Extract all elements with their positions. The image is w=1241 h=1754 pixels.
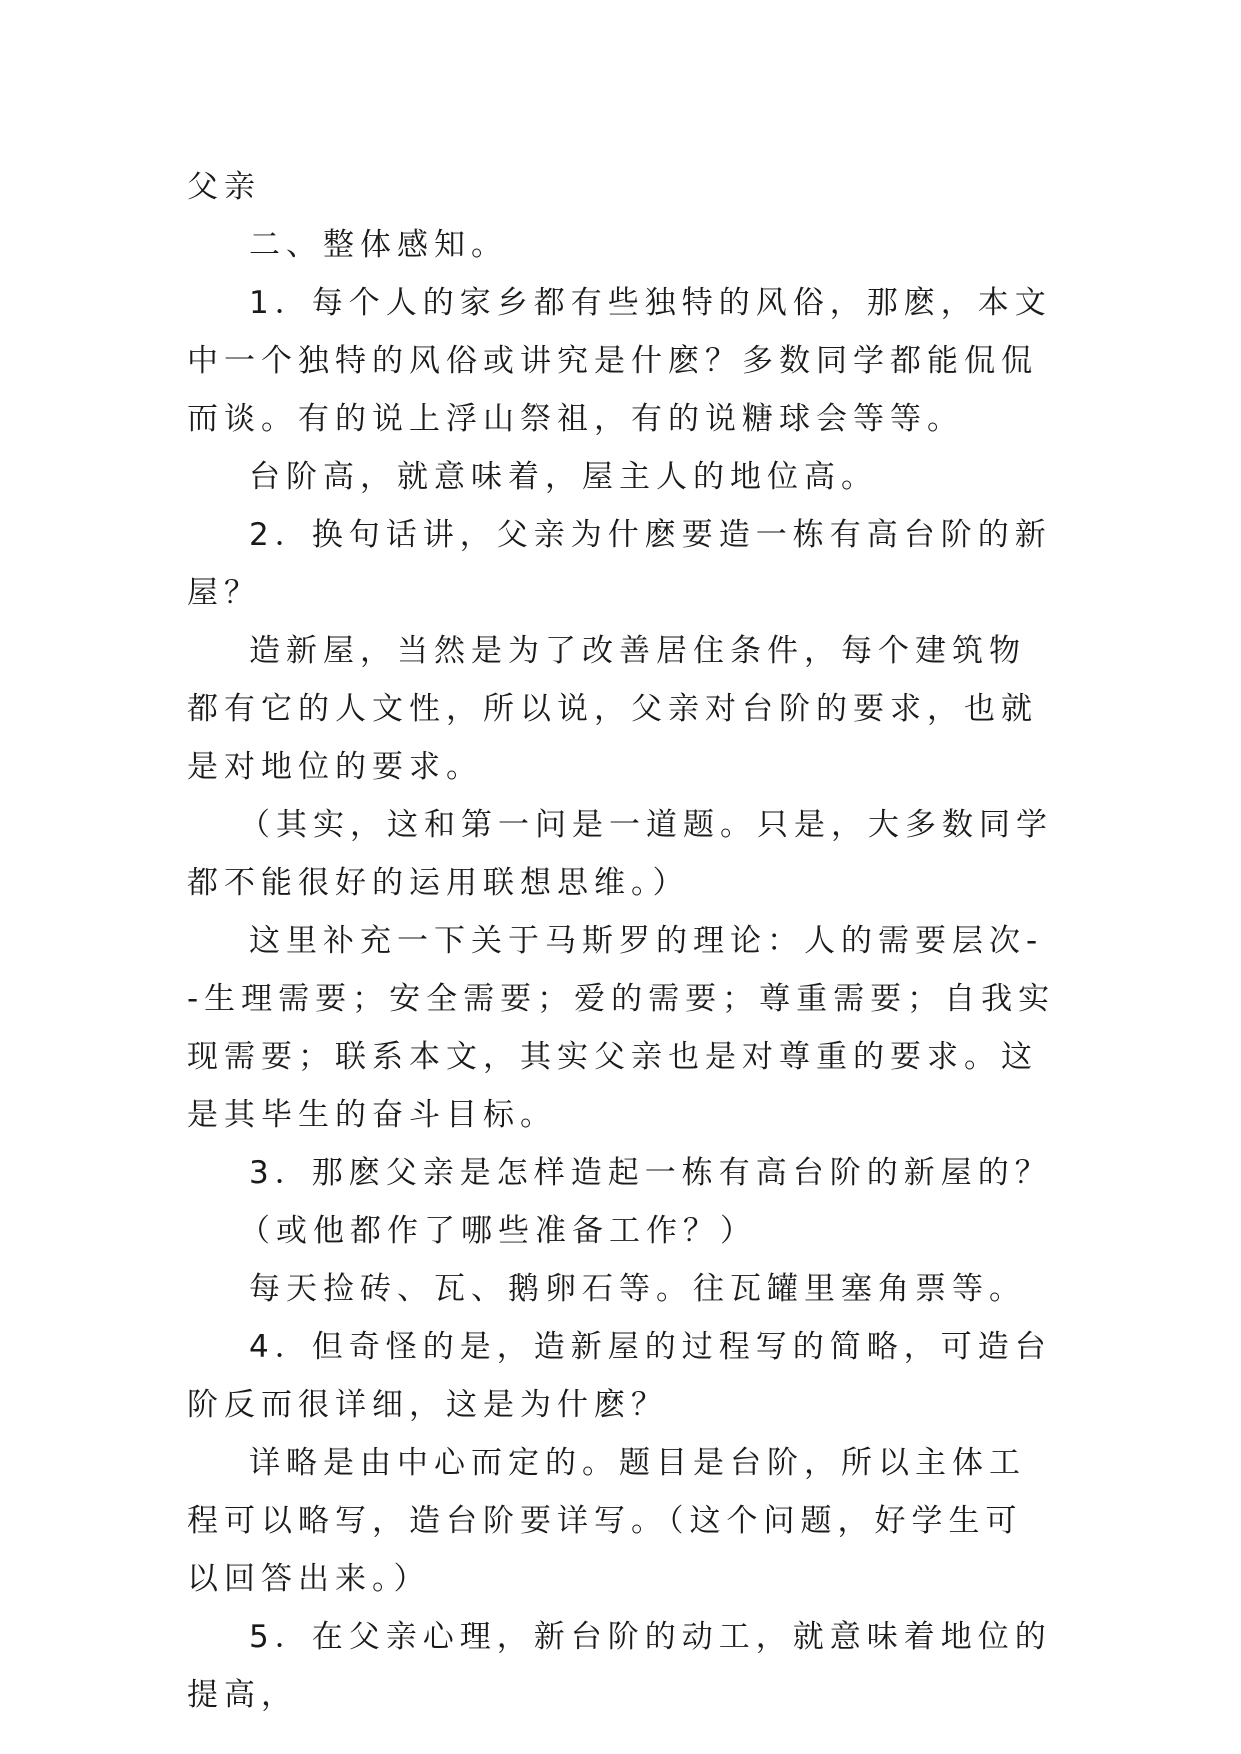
answer-1: 台阶高，就意味着，屋主人的地位高。 — [249, 459, 878, 495]
question-5: 5．在父亲心理，新台阶的动工，就意味着地位的提高， — [187, 1619, 1052, 1713]
answer-4: 详略是由中心而定的。题目是台阶，所以主体工程可以略写，造台阶要详写。（这个问题，好学生可以回答出来。） — [187, 1445, 1026, 1597]
answer-2: 造新屋，当然是为了改善居住条件，每个建筑物都有它的人文性，所以说，父亲对台阶的要求，也就是对地位的要求。 — [187, 633, 1038, 785]
question-1: 1．每个人的家乡都有些独特的风俗，那麽，本文中一个独特的风俗或讲究是什麽？多数同学都能侃侃而谈。有的说上浮山祭祖，有的说糖球会等等。 — [187, 285, 1052, 437]
answer-3: 每天捡砖、瓦、鹅卵石等。往瓦罐里塞角票等。 — [249, 1271, 1026, 1307]
question-4: 4．但奇怪的是，造新屋的过程写的简略，可造台阶反而很详细，这是为什麽？ — [187, 1329, 1052, 1423]
document-body — [187, 158, 1057, 1724]
note-2: （其实，这和第一问是一道题。只是，大多数同学都不能很好的运用联想思维。） — [187, 807, 1053, 901]
supplement-maslow: 这里补充一下关于马斯罗的理论：人的需要层次--生理需要；安全需要；爱的需要；尊重需要；自我实现需要；联系本文，其实父亲也是对尊重的要求。这是其毕生的奋斗目标。 — [187, 923, 1056, 1133]
question-3-alt: （或他都作了哪些准备工作？） — [239, 1213, 757, 1249]
paragraph-continuation: 父亲 — [187, 169, 261, 205]
question-2: 2．换句话讲，父亲为什麽要造一栋有高台阶的新屋？ — [187, 517, 1052, 611]
section-heading: 二、整体感知。 — [249, 227, 508, 263]
question-3: 3．那麽父亲是怎样造起一栋有高台阶的新屋的？ — [249, 1155, 1052, 1191]
